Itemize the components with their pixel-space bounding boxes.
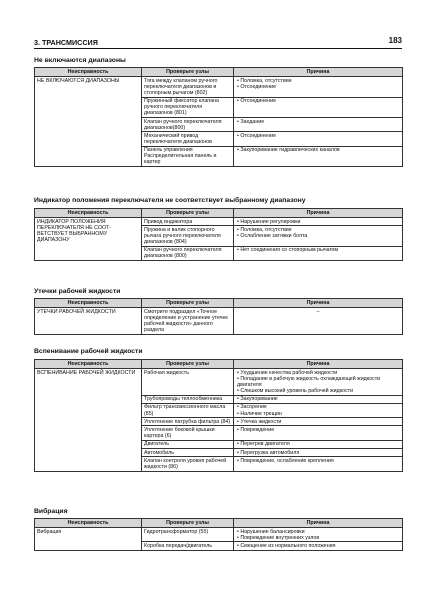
- cause-item: • Ухудшение качества рабочей жидкости: [237, 370, 400, 376]
- table-row: [35, 308, 403, 335]
- check-cell: Уплотнение патрубка фильтра (84): [142, 418, 234, 426]
- fault-table: [34, 518, 403, 551]
- check-cell: Механический привод переключателя диапазонов: [142, 132, 234, 146]
- cause-cell: [234, 117, 403, 131]
- check-cell: Смотрите подраздел «Точное определение и устранение утечек рабочей жидкости» данного раздела: [142, 308, 234, 335]
- header-check: Проверьте узлы: [142, 519, 234, 528]
- cause-cell: [234, 246, 403, 260]
- page-header: [34, 36, 402, 48]
- fault-cell: Вибрация: [35, 528, 142, 551]
- header-fault: Неисправность: [35, 299, 142, 308]
- cause-item: • Перегрузка автомобиля: [237, 450, 400, 456]
- cause-cell: [234, 369, 403, 396]
- cause-item: • Заедание: [237, 119, 400, 125]
- fault-cell: НЕ ВКЛЮЧАЮТСЯ ДИАПАЗОНЫ: [35, 77, 142, 167]
- header-check: Проверьте узлы: [142, 360, 234, 369]
- cause-cell: –: [234, 308, 403, 335]
- check-cell: Гидротрансформатор (55): [142, 528, 234, 542]
- cause-cell: [234, 528, 403, 542]
- table-row: [35, 528, 403, 542]
- cause-item: • Повреждение: [237, 427, 400, 433]
- cause-item: • Нарушение балансировки: [237, 529, 400, 535]
- cause-item: • Повреждение, ослабление крепления: [237, 458, 400, 464]
- cause-cell: [234, 132, 403, 146]
- cause-cell: [234, 403, 403, 417]
- check-cell: Рабочая жидкость: [142, 369, 234, 396]
- cause-cell: [234, 542, 403, 550]
- cause-item: • Отсоединение: [237, 98, 400, 104]
- header-check: Проверьте узлы: [142, 299, 234, 308]
- cause-item: • Слишком высокий уровень рабочей жидкости: [237, 388, 400, 394]
- check-cell: Уплотнение боковой крышки картера (6): [142, 426, 234, 440]
- cause-cell: [234, 395, 403, 403]
- check-cell: Двигатель: [142, 440, 234, 448]
- table-row: [35, 77, 403, 97]
- header-check: Проверьте узлы: [142, 68, 234, 77]
- cause-item: • Попадание в рабочую жидкость охлаждающей жидкости двигателя: [237, 376, 400, 388]
- header-rule: [34, 48, 402, 49]
- section-title: Индикатор положения переключателя не соответствует выбранному диапазону: [34, 197, 306, 204]
- fault-cell: ВСПЕНИВАНИЕ РАБОЧЕЙ ЖИДКОСТИ: [35, 369, 142, 472]
- header-cause: Причина: [234, 209, 403, 218]
- cause-item: • Поломка, отсутствие: [237, 78, 400, 84]
- table-row: [35, 369, 403, 396]
- cause-item: • Отсоединение: [237, 84, 400, 90]
- cause-item: • Ослабление затяжки болта: [237, 233, 400, 239]
- check-cell: Автомобиль: [142, 449, 234, 457]
- header-fault: Неисправность: [35, 519, 142, 528]
- section-title: Утечки рабочей жидкости: [34, 288, 121, 295]
- cause-item: • Перегрев двигателя: [237, 441, 400, 447]
- cause-item: • Поломка, отсутствие: [237, 227, 400, 233]
- cause-item: • Отсоединение: [237, 133, 400, 139]
- header-check: Проверьте узлы: [142, 209, 234, 218]
- section-title: Вспенивание рабочей жидкости: [34, 348, 143, 355]
- cause-item: • Наличие трещин: [237, 411, 400, 417]
- cause-item: • Нарушение регулировки: [237, 219, 400, 225]
- cause-item: • Закупоривание гидравлических каналов: [237, 147, 400, 153]
- cause-item: • Закупоривание: [237, 396, 400, 402]
- cause-cell: [234, 77, 403, 97]
- header-fault: Неисправность: [35, 360, 142, 369]
- cause-cell: [234, 146, 403, 166]
- cause-item: • Нет соединения со стопорным рычагом: [237, 247, 400, 253]
- fault-table: [34, 298, 403, 335]
- check-cell: Фильтр трансмиссионного масла (85): [142, 403, 234, 417]
- table-row: [35, 218, 403, 226]
- section-title: Вибрация: [34, 508, 68, 515]
- chapter-title: 3. ТРАНСМИССИЯ: [34, 38, 98, 47]
- check-cell: Тяга между клапаном ручного переключателя диапазонов и стопорным рычагом (802): [142, 77, 234, 97]
- check-cell: Коробка передач/двигатель: [142, 542, 234, 550]
- cause-cell: [234, 426, 403, 440]
- fault-cell: ИНДИКАТОР ПОЛОЖЕНИЯ ПЕРЕКЛЮЧАТЕЛЯ НЕ СООТ-ВЕТСТВУЕТ ВЫБРАННОМУ ДИАПАЗОНУ: [35, 218, 142, 261]
- cause-cell: [234, 97, 403, 117]
- header-cause: Причина: [234, 68, 403, 77]
- check-cell: Клапан ручного переключателя диапазонов (800): [142, 246, 234, 260]
- header-fault: Неисправность: [35, 68, 142, 77]
- check-cell: Пружинный фиксатор клапана ручного переключателя диапазонов (801): [142, 97, 234, 117]
- cause-item: • Смещение из нормального положения: [237, 543, 400, 549]
- check-cell: Привод индикатора: [142, 218, 234, 226]
- cause-item: • Утечка жидкости: [237, 419, 400, 425]
- check-cell: Трубопроводы теплообменника: [142, 395, 234, 403]
- header-cause: Причина: [234, 519, 403, 528]
- check-cell: Пружина и валик стопорного рычага ручного переключателя диапазонов (804): [142, 226, 234, 246]
- cause-cell: [234, 226, 403, 246]
- cause-cell: [234, 440, 403, 448]
- header-cause: Причина: [234, 299, 403, 308]
- cause-cell: [234, 418, 403, 426]
- fault-cell: УТЕЧКИ РАБОЧЕЙ ЖИДКОСТИ: [35, 308, 142, 335]
- fault-table: [34, 359, 403, 472]
- fault-table: [34, 67, 403, 167]
- fault-table: [34, 208, 403, 261]
- cause-cell: [234, 218, 403, 226]
- section-title: Не включаются диапазоны: [34, 57, 126, 64]
- cause-cell: [234, 449, 403, 457]
- check-cell: Клапан ручного переключателя диапазонов(800): [142, 117, 234, 131]
- check-cell: Клапан контроля уровня рабочей жидкости (86): [142, 457, 234, 471]
- page-number: 183: [388, 36, 402, 45]
- check-cell: Панель управления Распределительная панель и картер: [142, 146, 234, 166]
- cause-item: • Повреждение внутренних узлов: [237, 535, 400, 541]
- cause-cell: [234, 457, 403, 471]
- header-fault: Неисправность: [35, 209, 142, 218]
- header-cause: Причина: [234, 360, 403, 369]
- cause-item: • Засорение: [237, 404, 400, 410]
